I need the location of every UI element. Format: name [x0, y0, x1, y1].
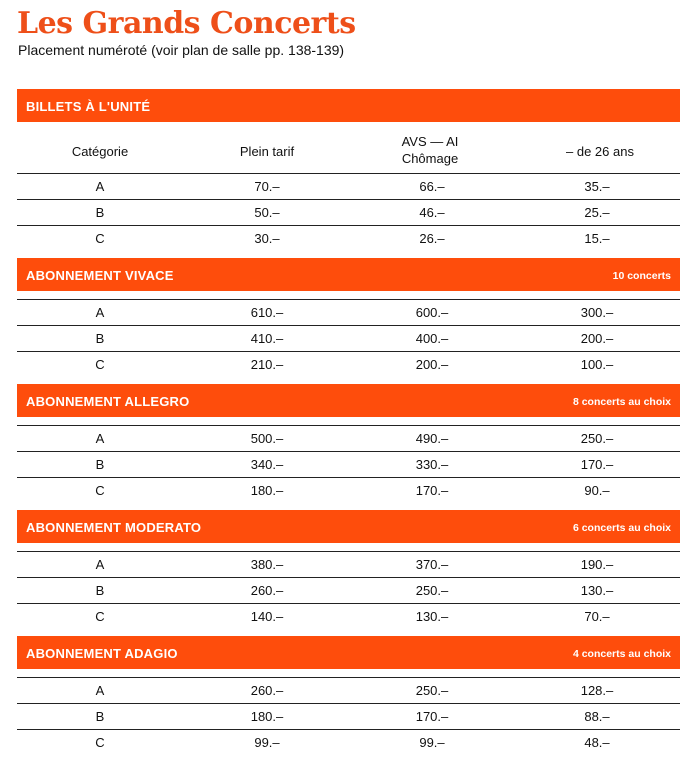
- table-row: [17, 704, 680, 729]
- category-cell: B: [95, 457, 105, 472]
- table-row: [17, 478, 680, 503]
- table-row: [17, 604, 680, 629]
- under26-cell: 100.–: [580, 357, 614, 372]
- column-header-plein-tarif: Plein tarif: [239, 144, 295, 159]
- plein-tarif-cell: 30.–: [254, 231, 280, 246]
- row-divider: [17, 451, 680, 452]
- row-divider: [17, 225, 680, 226]
- section-header-allegro: [17, 384, 680, 417]
- table-row: [17, 352, 680, 377]
- category-cell: B: [95, 583, 105, 598]
- row-divider: [17, 577, 680, 578]
- plein-tarif-cell: 380.–: [250, 557, 284, 572]
- avs-cell: 200.–: [415, 357, 449, 372]
- plein-tarif-cell: 340.–: [250, 457, 284, 472]
- table-row: [17, 174, 680, 199]
- table-row: [17, 300, 680, 325]
- section-note: 10 concerts: [612, 270, 671, 282]
- avs-cell: 26.–: [419, 231, 445, 246]
- column-header-avs-line2: Chômage: [401, 151, 459, 166]
- row-divider: [17, 325, 680, 326]
- category-cell: A: [95, 683, 105, 698]
- plein-tarif-cell: 180.–: [250, 709, 284, 724]
- row-divider: [17, 351, 680, 352]
- table-row: [17, 730, 680, 755]
- row-divider: [17, 703, 680, 704]
- row-divider: [17, 729, 680, 730]
- avs-cell: 46.–: [419, 205, 445, 220]
- avs-cell: 170.–: [415, 483, 449, 498]
- section-label: ABONNEMENT ADAGIO: [26, 646, 178, 661]
- category-cell: A: [95, 557, 105, 572]
- column-header-avs: [380, 133, 480, 167]
- column-header-under26: – de 26 ans: [566, 144, 634, 159]
- category-cell: C: [95, 483, 105, 498]
- section-label: ABONNEMENT ALLEGRO: [26, 394, 190, 409]
- category-cell: C: [95, 357, 105, 372]
- column-header-category: Catégorie: [71, 144, 129, 159]
- under26-cell: 25.–: [584, 205, 610, 220]
- under26-cell: 90.–: [584, 483, 610, 498]
- table-row: [17, 678, 680, 703]
- under26-cell: 128.–: [580, 683, 614, 698]
- row-divider: [17, 299, 680, 300]
- plein-tarif-cell: 140.–: [250, 609, 284, 624]
- category-cell: C: [95, 231, 105, 246]
- avs-cell: 330.–: [415, 457, 449, 472]
- avs-cell: 400.–: [415, 331, 449, 346]
- under26-cell: 88.–: [584, 709, 610, 724]
- under26-cell: 15.–: [584, 231, 610, 246]
- table-row: [17, 226, 680, 251]
- avs-cell: 130.–: [415, 609, 449, 624]
- avs-cell: 170.–: [415, 709, 449, 724]
- row-divider: [17, 603, 680, 604]
- category-cell: C: [95, 609, 105, 624]
- table-row: [17, 426, 680, 451]
- plein-tarif-cell: 210.–: [250, 357, 284, 372]
- under26-cell: 190.–: [580, 557, 614, 572]
- plein-tarif-cell: 50.–: [254, 205, 280, 220]
- section-label: BILLETS À L'UNITÉ: [26, 99, 151, 114]
- table-row: [17, 552, 680, 577]
- row-divider: [17, 551, 680, 552]
- avs-cell: 250.–: [415, 683, 449, 698]
- under26-cell: 200.–: [580, 331, 614, 346]
- plein-tarif-cell: 610.–: [250, 305, 284, 320]
- page-subtitle: Placement numéroté (voir plan de salle pp. 138-139): [18, 42, 345, 58]
- plein-tarif-cell: 500.–: [250, 431, 284, 446]
- avs-cell: 99.–: [419, 735, 445, 750]
- row-divider: [17, 677, 680, 678]
- under26-cell: 130.–: [580, 583, 614, 598]
- page-title: Les Grands Concerts: [17, 6, 356, 41]
- section-note: 8 concerts au choix: [572, 396, 671, 408]
- table-row: [17, 326, 680, 351]
- avs-cell: 600.–: [415, 305, 449, 320]
- plein-tarif-cell: 260.–: [250, 683, 284, 698]
- under26-cell: 170.–: [580, 457, 614, 472]
- table-row: [17, 452, 680, 477]
- row-divider: [17, 477, 680, 478]
- plein-tarif-cell: 180.–: [250, 483, 284, 498]
- row-divider: [17, 425, 680, 426]
- plein-tarif-cell: 410.–: [250, 331, 284, 346]
- avs-cell: 66.–: [419, 179, 445, 194]
- category-cell: A: [95, 305, 105, 320]
- section-label: ABONNEMENT MODERATO: [26, 520, 202, 535]
- section-note: 6 concerts au choix: [572, 522, 671, 534]
- column-header-avs-line1: AVS — AI: [401, 134, 459, 149]
- under26-cell: 70.–: [584, 609, 610, 624]
- section-header-adagio: [17, 636, 680, 669]
- category-cell: A: [95, 431, 105, 446]
- section-header-vivace: [17, 258, 680, 291]
- row-divider: [17, 173, 680, 174]
- section-header-moderato: [17, 510, 680, 543]
- plein-tarif-cell: 70.–: [254, 179, 280, 194]
- under26-cell: 250.–: [580, 431, 614, 446]
- avs-cell: 370.–: [415, 557, 449, 572]
- under26-cell: 300.–: [580, 305, 614, 320]
- category-cell: A: [95, 179, 105, 194]
- plein-tarif-cell: 99.–: [254, 735, 280, 750]
- category-cell: C: [95, 735, 105, 750]
- category-cell: B: [95, 709, 105, 724]
- section-header-billets: [17, 89, 680, 122]
- category-cell: B: [95, 331, 105, 346]
- section-label: ABONNEMENT VIVACE: [26, 268, 174, 283]
- under26-cell: 35.–: [584, 179, 610, 194]
- row-divider: [17, 199, 680, 200]
- section-note: 4 concerts au choix: [572, 648, 671, 660]
- table-row: [17, 578, 680, 603]
- category-cell: B: [95, 205, 105, 220]
- avs-cell: 250.–: [415, 583, 449, 598]
- plein-tarif-cell: 260.–: [250, 583, 284, 598]
- under26-cell: 48.–: [584, 735, 610, 750]
- table-row: [17, 200, 680, 225]
- avs-cell: 490.–: [415, 431, 449, 446]
